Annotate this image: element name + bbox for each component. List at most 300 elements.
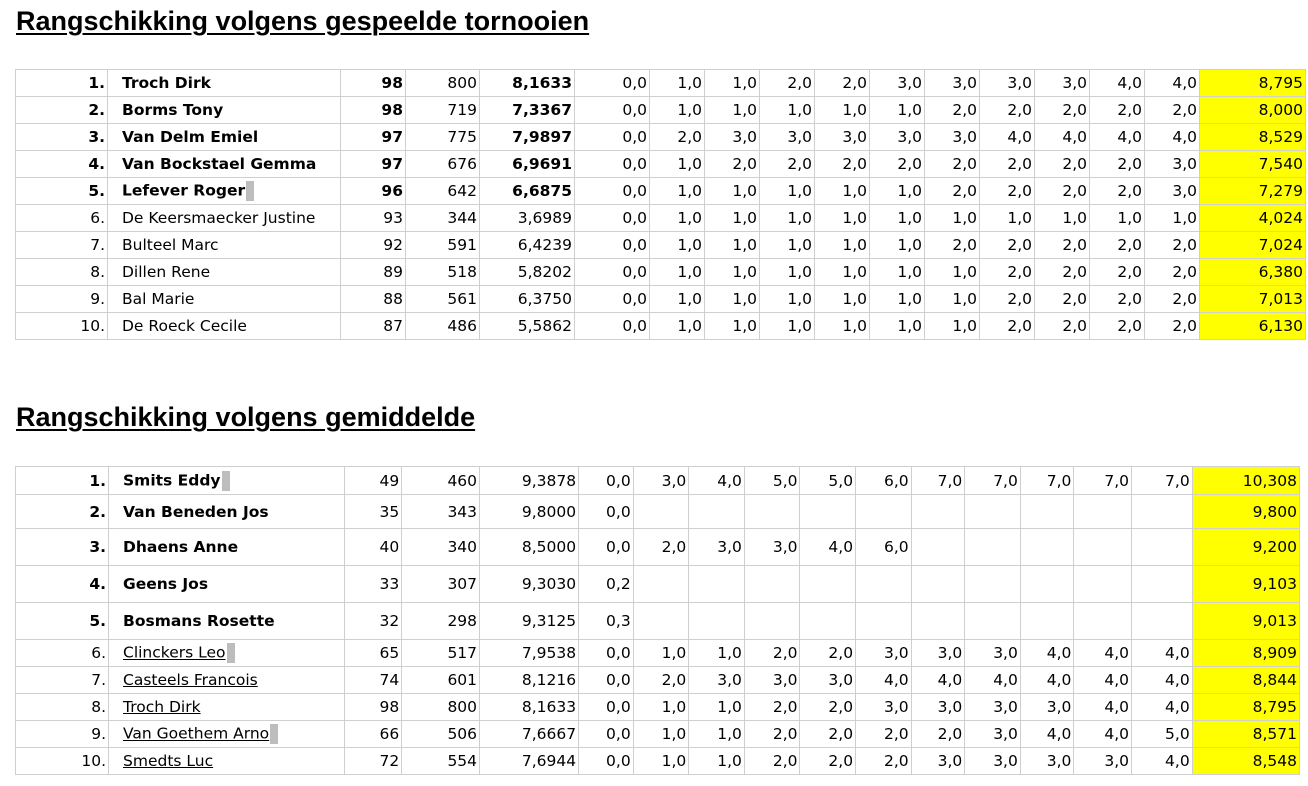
bonus-cell: 3,0	[815, 124, 870, 151]
table-row	[16, 495, 1300, 529]
player-name: Van Goethem Arno	[123, 724, 270, 743]
rank-cell	[16, 603, 109, 640]
bonus-cell: 4,0	[800, 529, 856, 566]
bonus-cell: 4,0	[1074, 640, 1132, 667]
final-score-cell: 9,103	[1192, 566, 1299, 603]
bonus-cell: 0,0	[579, 467, 634, 495]
bonus-cell: 7,0	[1020, 467, 1074, 495]
bonus-cell: 1,0	[815, 286, 870, 313]
bonus-cell: 4,0	[911, 667, 965, 694]
bonus-cell: 3,0	[1145, 151, 1200, 178]
rank-text: 3.	[89, 538, 106, 556]
points-cell: 518	[406, 259, 480, 286]
bonus-cell: 2,0	[705, 151, 760, 178]
bonus-cell: 2,0	[911, 721, 965, 748]
bonus-cell: 7,0	[1074, 467, 1132, 495]
rank-text: 3.	[88, 128, 105, 146]
bonus-cell: 2,0	[1090, 178, 1145, 205]
points-cell: 591	[406, 232, 480, 259]
bonus-cell: 4,0	[1074, 721, 1132, 748]
bonus-cell: 1,0	[870, 313, 925, 340]
rank-text: 10.	[80, 317, 105, 335]
bonus-cell: 2,0	[1035, 232, 1090, 259]
average-cell: 5,8202	[480, 259, 575, 286]
player-name: Geens Jos	[123, 575, 209, 593]
bonus-cell: 6,0	[856, 529, 912, 566]
bonus-cell: 1,0	[705, 205, 760, 232]
bonus-cell: 1,0	[705, 232, 760, 259]
average-cell: 8,1633	[480, 70, 575, 97]
bonus-cell	[744, 566, 800, 603]
player-name: Casteels Francois	[123, 671, 258, 689]
bonus-cell: 2,0	[1035, 151, 1090, 178]
table-row	[16, 694, 1300, 721]
rank-cell	[16, 467, 109, 495]
bonus-cell: 2,0	[1145, 259, 1200, 286]
table-row	[16, 151, 1306, 178]
bonus-cell: 2,0	[815, 70, 870, 97]
bonus-cell: 1,0	[1090, 205, 1145, 232]
table-row	[16, 603, 1300, 640]
bonus-cell	[1132, 603, 1193, 640]
final-score-cell: 7,540	[1200, 151, 1306, 178]
bonus-cell	[1074, 529, 1132, 566]
bonus-cell	[1020, 529, 1074, 566]
bonus-cell: 3,0	[925, 124, 980, 151]
table-row	[16, 286, 1306, 313]
points-cell: 506	[402, 721, 480, 748]
bonus-cell: 2,0	[1090, 259, 1145, 286]
average-cell: 6,4239	[480, 232, 575, 259]
bonus-cell	[856, 566, 912, 603]
average-cell: 9,3030	[480, 566, 579, 603]
bonus-cell: 3,0	[1020, 694, 1074, 721]
bonus-cell	[911, 495, 965, 529]
player-name-cell	[108, 286, 341, 313]
player-name: Bosmans Rosette	[123, 612, 275, 630]
points-cell: 800	[406, 70, 480, 97]
average-cell: 7,6944	[480, 748, 579, 775]
player-name-cell	[108, 124, 341, 151]
bonus-cell	[1020, 495, 1074, 529]
player-name-cell	[108, 232, 341, 259]
bonus-cell: 5,0	[744, 467, 800, 495]
bonus-cell: 1,0	[1145, 205, 1200, 232]
bonus-cell: 4,0	[1035, 124, 1090, 151]
bonus-cell: 3,0	[856, 640, 912, 667]
bonus-cell: 2,0	[650, 124, 705, 151]
tournaments-cell: 49	[344, 467, 402, 495]
table-row	[16, 97, 1306, 124]
player-name: De Roeck Cecile	[122, 317, 247, 335]
points-cell: 800	[402, 694, 480, 721]
rank-text: 1.	[88, 74, 105, 92]
bonus-cell: 1,0	[760, 286, 815, 313]
table-row	[16, 721, 1300, 748]
final-score-cell: 6,380	[1200, 259, 1306, 286]
bonus-cell: 2,0	[800, 721, 856, 748]
bonus-cell: 2,0	[760, 151, 815, 178]
points-cell: 554	[402, 748, 480, 775]
bonus-cell: 0,0	[575, 70, 650, 97]
ranking-table-tornooien	[15, 69, 1306, 340]
points-cell: 642	[406, 178, 480, 205]
bonus-cell: 4,0	[1074, 667, 1132, 694]
bonus-cell: 4,0	[1145, 124, 1200, 151]
bonus-cell: 1,0	[633, 694, 689, 721]
bonus-cell	[1074, 495, 1132, 529]
bonus-cell	[911, 529, 965, 566]
bonus-cell: 4,0	[856, 667, 912, 694]
player-name-cell	[109, 467, 345, 495]
average-cell: 6,6875	[480, 178, 575, 205]
player-name-cell	[108, 205, 341, 232]
text-cursor-marker	[227, 643, 235, 663]
final-score-cell: 8,548	[1192, 748, 1299, 775]
bonus-cell: 1,0	[815, 97, 870, 124]
bonus-cell: 3,0	[870, 124, 925, 151]
player-name: Bal Marie	[122, 290, 195, 308]
bonus-cell: 1,0	[705, 178, 760, 205]
rank-cell	[16, 286, 108, 313]
table-row	[16, 566, 1300, 603]
bonus-cell: 2,0	[1090, 151, 1145, 178]
tournaments-cell: 97	[341, 151, 406, 178]
bonus-cell: 0,0	[575, 124, 650, 151]
points-cell: 344	[406, 205, 480, 232]
bonus-cell: 4,0	[689, 467, 745, 495]
bonus-cell: 2,0	[744, 748, 800, 775]
average-cell: 9,8000	[480, 495, 579, 529]
rank-text: 6.	[90, 209, 105, 227]
rank-text: 2.	[88, 101, 105, 119]
bonus-cell: 2,0	[1090, 232, 1145, 259]
rank-cell	[16, 640, 109, 667]
bonus-cell: 1,0	[980, 205, 1035, 232]
bonus-cell: 3,0	[911, 694, 965, 721]
bonus-cell: 2,0	[800, 640, 856, 667]
bonus-cell: 4,0	[1132, 748, 1193, 775]
text-cursor-marker	[270, 724, 278, 744]
player-name-cell	[108, 259, 341, 286]
rank-cell	[16, 70, 108, 97]
bonus-cell	[633, 566, 689, 603]
player-name-cell	[108, 151, 341, 178]
rank-text: 10.	[81, 752, 106, 770]
bonus-cell: 1,0	[925, 286, 980, 313]
bonus-cell: 2,0	[1145, 313, 1200, 340]
bonus-cell: 3,0	[1035, 70, 1090, 97]
final-score-cell: 8,571	[1192, 721, 1299, 748]
player-name: Van Bockstael Gemma	[122, 155, 317, 173]
bonus-cell	[1132, 566, 1193, 603]
bonus-cell	[965, 603, 1021, 640]
rank-cell	[16, 748, 109, 775]
bonus-cell: 2,0	[1035, 313, 1090, 340]
bonus-cell: 7,0	[965, 467, 1021, 495]
bonus-cell	[965, 495, 1021, 529]
bonus-cell: 2,0	[980, 97, 1035, 124]
bonus-cell: 0,0	[579, 721, 634, 748]
bonus-cell: 2,0	[856, 721, 912, 748]
bonus-cell: 1,0	[760, 232, 815, 259]
table-row	[16, 205, 1306, 232]
points-cell: 719	[406, 97, 480, 124]
bonus-cell: 1,0	[760, 313, 815, 340]
bonus-cell: 3,0	[856, 694, 912, 721]
rank-cell	[16, 97, 108, 124]
bonus-cell	[911, 603, 965, 640]
rank-text: 2.	[89, 502, 106, 521]
rank-cell	[16, 529, 109, 566]
bonus-cell: 3,0	[689, 667, 745, 694]
bonus-cell: 2,0	[925, 178, 980, 205]
bonus-cell: 1,0	[689, 640, 745, 667]
average-cell: 7,6667	[480, 721, 579, 748]
bonus-cell: 4,0	[1132, 640, 1193, 667]
rank-cell	[16, 495, 109, 529]
bonus-cell: 3,0	[965, 694, 1021, 721]
bonus-cell: 2,0	[800, 748, 856, 775]
player-name: Bulteel Marc	[122, 236, 219, 254]
bonus-cell: 2,0	[980, 259, 1035, 286]
bonus-cell	[689, 495, 745, 529]
bonus-cell: 2,0	[744, 721, 800, 748]
rank-cell	[16, 566, 109, 603]
bonus-cell: 2,0	[1090, 286, 1145, 313]
bonus-cell: 7,0	[911, 467, 965, 495]
tournaments-cell: 35	[344, 495, 402, 529]
bonus-cell	[800, 566, 856, 603]
average-cell: 5,5862	[480, 313, 575, 340]
bonus-cell: 1,0	[650, 232, 705, 259]
tournaments-cell: 88	[341, 286, 406, 313]
bonus-cell: 2,0	[633, 667, 689, 694]
bonus-cell: 4,0	[980, 124, 1035, 151]
player-name: Troch Dirk	[122, 74, 211, 92]
final-score-cell: 4,024	[1200, 205, 1306, 232]
rank-cell	[16, 178, 108, 205]
bonus-cell: 1,0	[650, 70, 705, 97]
bonus-cell: 2,0	[760, 70, 815, 97]
table-row	[16, 529, 1300, 566]
bonus-cell: 1,0	[815, 232, 870, 259]
tournaments-cell: 98	[341, 97, 406, 124]
bonus-cell: 1,0	[760, 178, 815, 205]
final-score-cell: 8,795	[1192, 694, 1299, 721]
average-cell: 7,3367	[480, 97, 575, 124]
bonus-cell: 2,0	[980, 313, 1035, 340]
bonus-cell: 1,0	[1035, 205, 1090, 232]
bonus-cell	[965, 566, 1021, 603]
text-cursor-marker	[222, 471, 230, 491]
bonus-cell: 3,0	[633, 467, 689, 495]
tournaments-cell: 98	[341, 70, 406, 97]
average-cell: 7,9897	[480, 124, 575, 151]
bonus-cell: 2,0	[1090, 313, 1145, 340]
text-cursor-marker	[246, 181, 254, 201]
bonus-cell	[633, 603, 689, 640]
player-name-cell	[108, 97, 341, 124]
points-cell: 307	[402, 566, 480, 603]
bonus-cell: 1,0	[925, 313, 980, 340]
bonus-cell: 2,0	[1145, 97, 1200, 124]
player-name-cell	[109, 495, 345, 529]
tournaments-cell: 40	[344, 529, 402, 566]
bonus-cell: 3,0	[1020, 748, 1074, 775]
bonus-cell: 0,0	[575, 178, 650, 205]
bonus-cell: 2,0	[744, 694, 800, 721]
tournaments-cell: 89	[341, 259, 406, 286]
final-score-cell: 9,800	[1192, 495, 1299, 529]
tournaments-cell: 93	[341, 205, 406, 232]
average-cell: 8,1633	[480, 694, 579, 721]
bonus-cell: 3,0	[925, 70, 980, 97]
final-score-cell: 8,795	[1200, 70, 1306, 97]
table-row	[16, 232, 1306, 259]
bonus-cell: 2,0	[815, 151, 870, 178]
bonus-cell: 1,0	[870, 178, 925, 205]
bonus-cell: 2,0	[1035, 286, 1090, 313]
bonus-cell	[1074, 566, 1132, 603]
bonus-cell: 3,0	[744, 667, 800, 694]
tournaments-cell: 66	[344, 721, 402, 748]
tournaments-cell: 74	[344, 667, 402, 694]
bonus-cell: 1,0	[705, 70, 760, 97]
bonus-cell: 1,0	[650, 97, 705, 124]
bonus-cell: 4,0	[1090, 70, 1145, 97]
bonus-cell	[744, 603, 800, 640]
player-name: Van Beneden Jos	[123, 502, 269, 521]
rank-text: 7.	[90, 236, 105, 254]
tournaments-cell: 92	[341, 232, 406, 259]
rank-text: 9.	[91, 725, 106, 743]
bonus-cell: 0,0	[579, 640, 634, 667]
bonus-cell: 3,0	[744, 529, 800, 566]
player-name-cell	[109, 603, 345, 640]
bonus-cell: 5,0	[1132, 721, 1193, 748]
bonus-cell: 3,0	[689, 529, 745, 566]
bonus-cell: 1,0	[705, 313, 760, 340]
table-row	[16, 667, 1300, 694]
bonus-cell: 1,0	[650, 151, 705, 178]
final-score-cell: 7,279	[1200, 178, 1306, 205]
section-title-gemiddelde: Rangschikking volgens gemiddelde	[16, 402, 476, 432]
bonus-cell: 1,0	[705, 97, 760, 124]
rank-text: 4.	[89, 575, 106, 593]
bonus-cell: 1,0	[870, 259, 925, 286]
bonus-cell: 1,0	[815, 178, 870, 205]
bonus-cell	[1020, 603, 1074, 640]
bonus-cell: 2,0	[1090, 97, 1145, 124]
bonus-cell: 3,0	[965, 640, 1021, 667]
rank-text: 1.	[89, 471, 106, 490]
bonus-cell: 3,0	[965, 721, 1021, 748]
rank-text: 8.	[90, 263, 105, 281]
bonus-cell: 0,0	[579, 748, 634, 775]
bonus-cell: 0,3	[579, 603, 634, 640]
table-row	[16, 70, 1306, 97]
average-cell: 8,5000	[480, 529, 579, 566]
bonus-cell: 4,0	[1074, 694, 1132, 721]
bonus-cell: 2,0	[980, 151, 1035, 178]
bonus-cell: 1,0	[633, 640, 689, 667]
bonus-cell: 5,0	[800, 467, 856, 495]
ranking-table-body	[16, 467, 1300, 775]
rank-text: 8.	[91, 698, 106, 716]
rank-cell	[16, 694, 109, 721]
bonus-cell	[800, 603, 856, 640]
points-cell: 601	[402, 667, 480, 694]
rank-cell	[16, 232, 108, 259]
bonus-cell: 0,0	[575, 313, 650, 340]
bonus-cell: 2,0	[980, 286, 1035, 313]
bonus-cell: 0,0	[575, 151, 650, 178]
final-score-cell: 7,013	[1200, 286, 1306, 313]
bonus-cell: 4,0	[1090, 124, 1145, 151]
bonus-cell: 3,0	[965, 748, 1021, 775]
bonus-cell: 2,0	[925, 232, 980, 259]
table-row	[16, 178, 1306, 205]
section-title-tornooien: Rangschikking volgens gespeelde tornooien	[16, 6, 590, 36]
bonus-cell: 1,0	[925, 259, 980, 286]
bonus-cell: 3,0	[1074, 748, 1132, 775]
bonus-cell: 1,0	[650, 205, 705, 232]
bonus-cell	[1020, 566, 1074, 603]
bonus-cell: 4,0	[1145, 70, 1200, 97]
bonus-cell	[965, 529, 1021, 566]
bonus-cell: 1,0	[633, 721, 689, 748]
bonus-cell: 0,0	[575, 97, 650, 124]
bonus-cell: 1,0	[870, 286, 925, 313]
bonus-cell: 0,0	[579, 667, 634, 694]
player-name-cell	[108, 313, 341, 340]
average-cell: 6,3750	[480, 286, 575, 313]
bonus-cell: 1,0	[650, 313, 705, 340]
player-name: Smits Eddy	[123, 471, 221, 489]
bonus-cell: 1,0	[689, 721, 745, 748]
rank-cell	[16, 667, 109, 694]
bonus-cell: 3,0	[705, 124, 760, 151]
rank-text: 9.	[90, 290, 105, 308]
bonus-cell	[689, 603, 745, 640]
bonus-cell: 1,0	[633, 748, 689, 775]
table-row	[16, 313, 1306, 340]
bonus-cell: 3,0	[1145, 178, 1200, 205]
player-name: De Keersmaecker Justine	[122, 209, 316, 227]
player-name-cell	[109, 640, 345, 667]
points-cell: 340	[402, 529, 480, 566]
player-name-cell	[109, 566, 345, 603]
bonus-cell: 1,0	[705, 286, 760, 313]
bonus-cell: 1,0	[689, 748, 745, 775]
bonus-cell: 0,0	[575, 205, 650, 232]
final-score-cell: 6,130	[1200, 313, 1306, 340]
bonus-cell: 2,0	[925, 151, 980, 178]
bonus-cell: 2,0	[856, 748, 912, 775]
bonus-cell: 0,0	[575, 232, 650, 259]
player-name-cell	[109, 721, 345, 748]
bonus-cell: 0,0	[579, 529, 634, 566]
bonus-cell	[1132, 495, 1193, 529]
bonus-cell: 2,0	[925, 97, 980, 124]
tournaments-cell: 72	[344, 748, 402, 775]
tournaments-cell: 98	[344, 694, 402, 721]
table-row	[16, 124, 1306, 151]
player-name-cell	[109, 748, 345, 775]
player-name: Lefever Roger	[122, 181, 246, 200]
rank-cell	[16, 259, 108, 286]
